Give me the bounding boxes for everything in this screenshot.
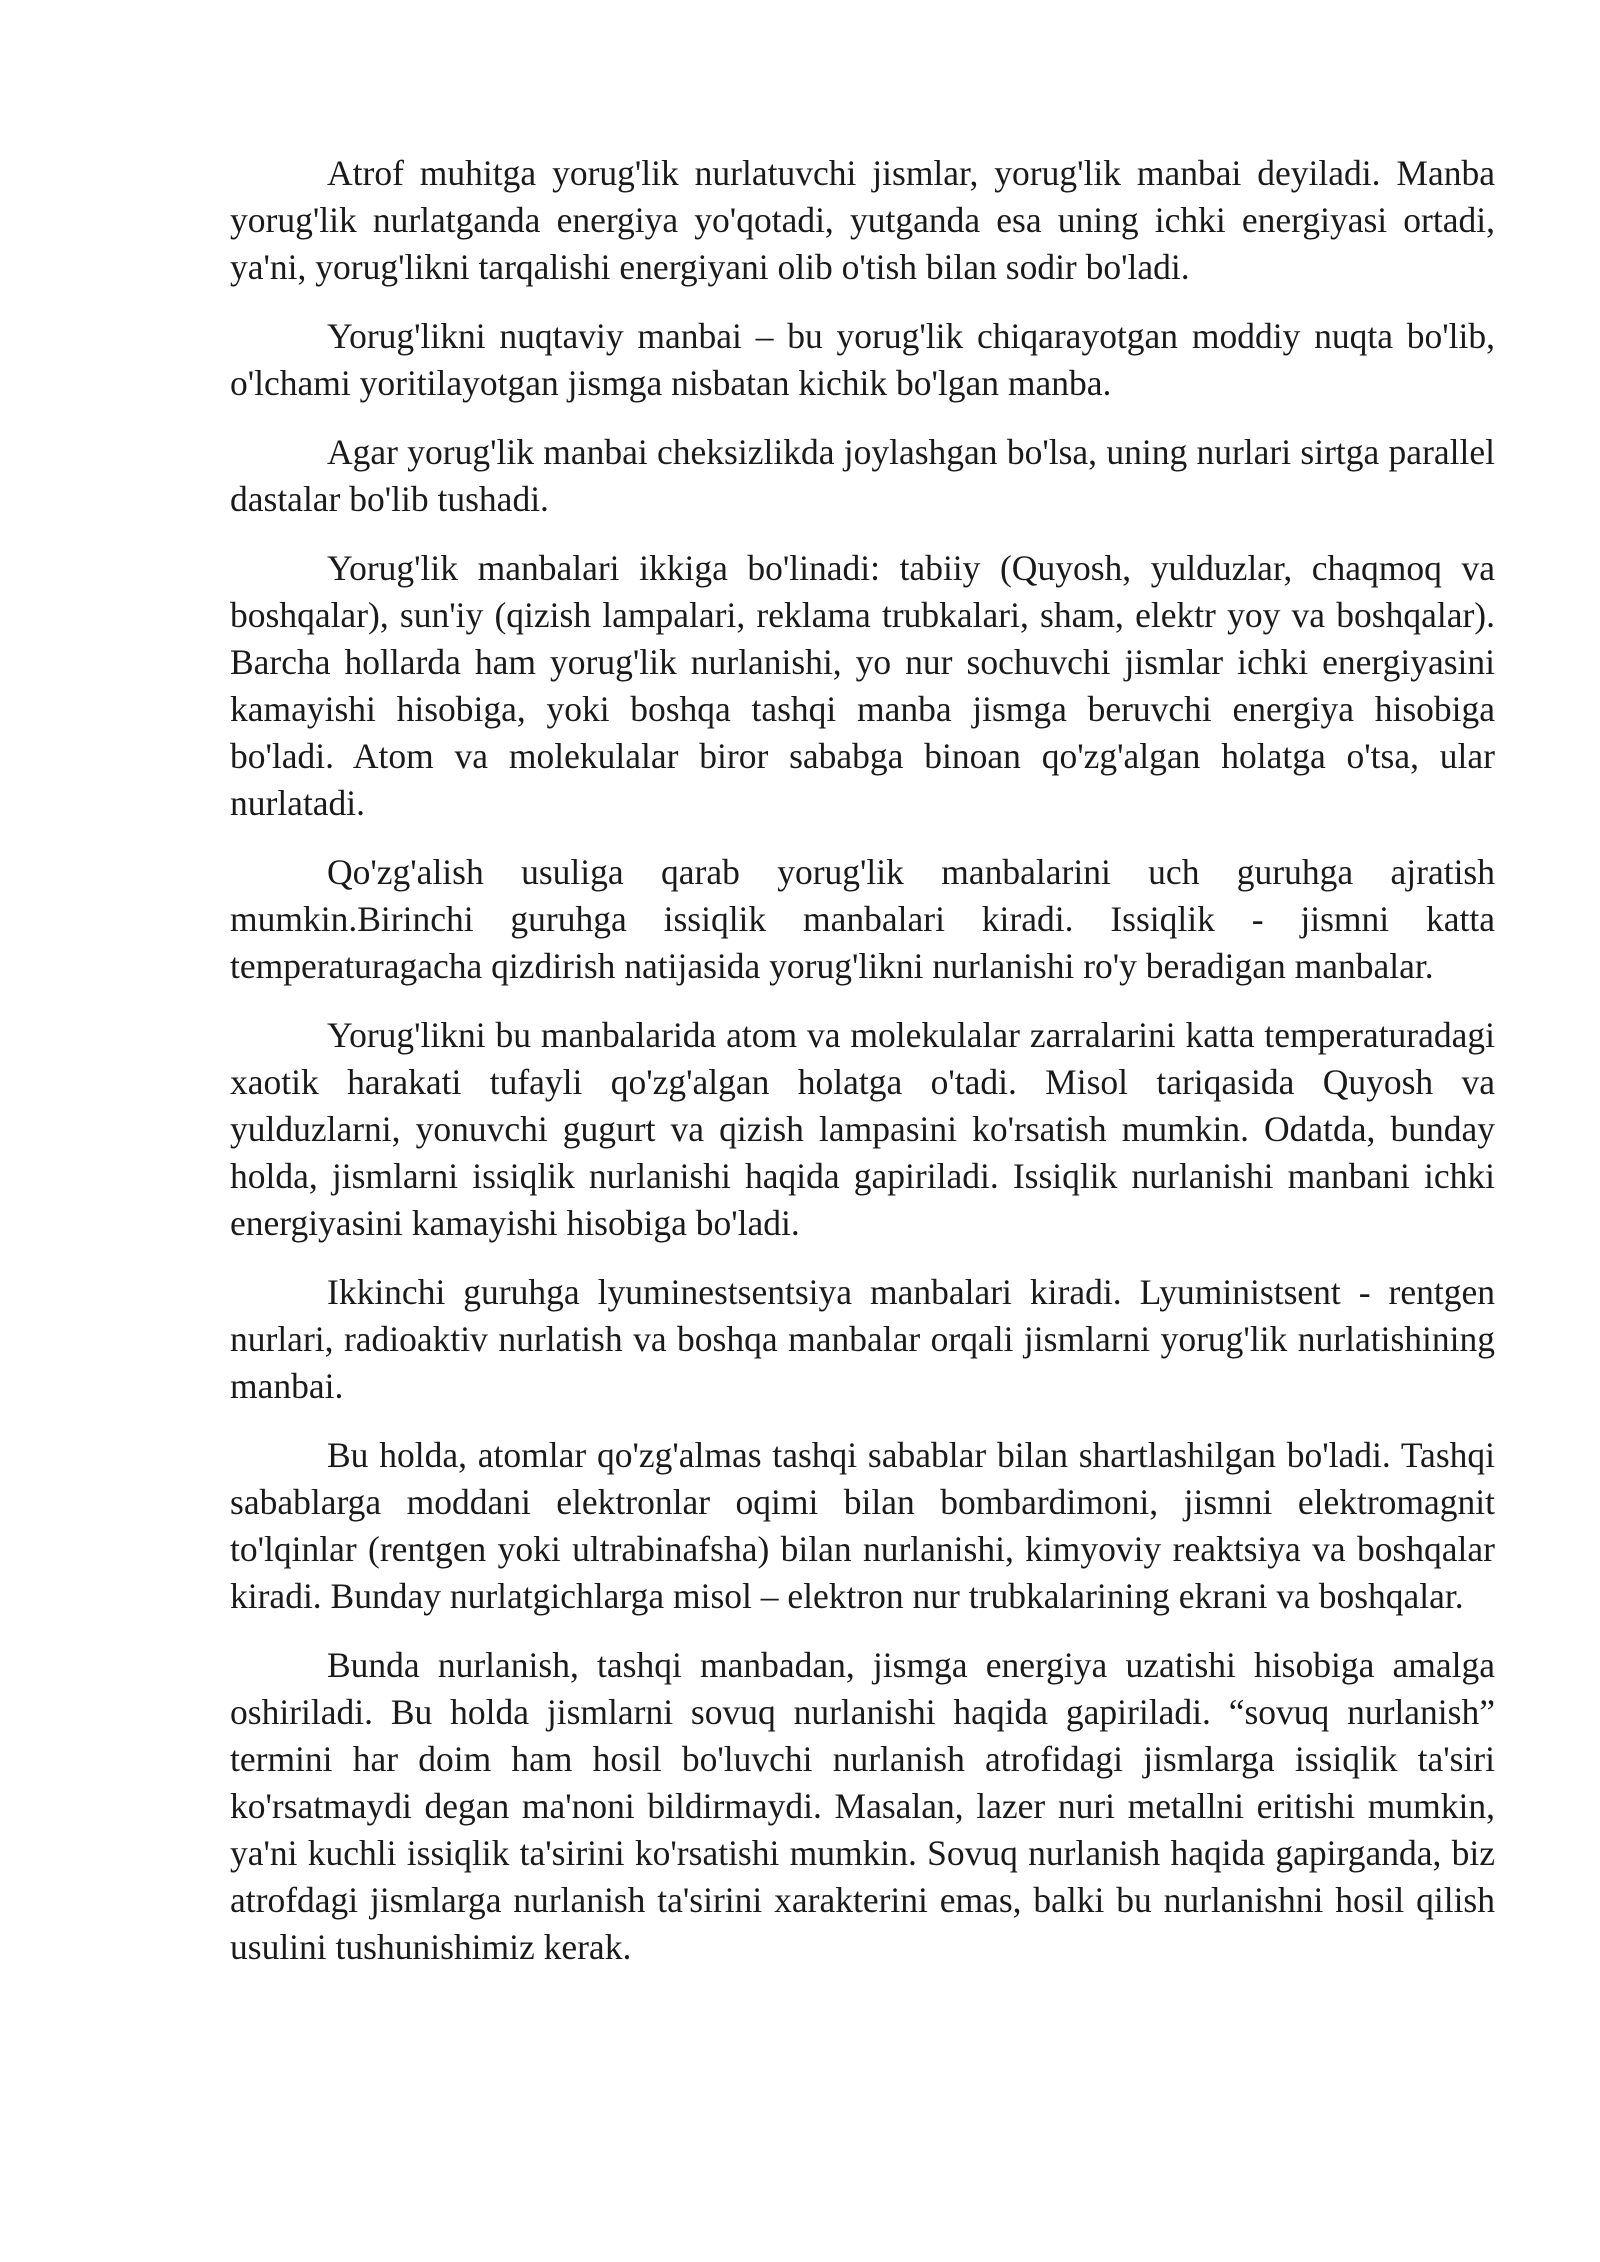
paragraph-2: Yorug'likni nuqtaviy manbai – bu yorug'lik chiqarayotgan moddiy nuqta bo'lib, o'lchami yoritilayotgan jismga nisbatan kichik bo'lgan manba. <box>230 316 1495 403</box>
paragraph-8: Bu holda, atomlar qo'zg'almas tashqi sabablar bilan shartlashilgan bo'ladi. Tashqi sabablarga moddani elektronlar oqimi bilan bombardimoni, jismni elektromagnit to'lqinlar (rentgen yoki ultrabinafsha) bilan nurlanishi, kimyoviy reaktsiya va boshqalar kiradi. Bunday nurlatgichlarga misol – elektron nur trubkalarining ekrani va boshqalar. <box>230 1435 1495 1616</box>
paragraph-6: Yorug'likni bu manbalarida atom va molekulalar zarralarini katta temperaturadagi xaotik harakati tufayli qo'zg'algan holatga o'tadi. Misol tariqasida Quyosh va yulduzlarni, yonuvchi gugurt va qizish lampasini ko'rsatish mumkin. Odatda, bunday holda, jismlarni issiqlik nurlanishi haqida gapiriladi. Issiqlik nurlanishi manbani ichki energiyasini kamayishi hisobiga bo'ladi. <box>230 1015 1495 1243</box>
document-page <box>230 150 1495 1993</box>
paragraph-1: Atrof muhitga yorug'lik nurlatuvchi jismlar, yorug'lik manbai deyiladi. Manba yorug'lik nurlatganda energiya yo'qotadi, yutganda esa uning ichki energiyasi ortadi, ya'ni, yorug'likni tarqalishi energiyani olib o'tish bilan sodir bo'ladi. <box>230 153 1495 287</box>
paragraph-5: Qo'zg'alish usuliga qarab yorug'lik manbalarini uch guruhga ajratish mumkin.Birinchi guruhga issiqlik manbalari kiradi. Issiqlik - jismni katta temperaturagacha qizdirish natijasida yorug'likni nurlanishi ro'y beradigan manbalar. <box>230 852 1495 986</box>
paragraph-9: Bunda nurlanish, tashqi manbadan, jismga energiya uzatishi hisobiga amalga oshiriladi. Bu holda jismlarni sovuq nurlanishi haqida gapiriladi. “sovuq nurlanish” termini har doim ham hosil bo'luvchi nurlanish atrofidagi jismlarga issiqlik ta'siri ko'rsatmaydi degan ma'noni bildirmaydi. Masalan, lazer nuri metallni eritishi mumkin, ya'ni kuchli issiqlik ta'sirini ko'rsatishi mumkin. Sovuq nurlanish haqida gapirganda, biz atrofdagi jismlarga nurlanish ta'sirini xarakterini emas, balki bu nurlanishni hosil qilish usulini tushunishimiz kerak. <box>230 1645 1495 1967</box>
paragraph-4: Yorug'lik manbalari ikkiga bo'linadi: tabiiy (Quyosh, yulduzlar, chaqmoq va boshqalar), sun'iy (qizish lampalari, reklama trubkalari, sham, elektr yoy va boshqalar). Barcha hollarda ham yorug'lik nurlanishi, yo nur sochuvchi jismlar ichki energiyasini kamayishi hisobiga, yoki boshqa tashqi manba jismga beruvchi energiya hisobiga bo'ladi. Atom va molekulalar biror sababga binoan qo'zg'algan holatga o'tsa, ular nurlatadi. <box>230 548 1495 823</box>
paragraph-7: Ikkinchi guruhga lyuminestsentsiya manbalari kiradi. Lyuministsent - rentgen nurlari, radioaktiv nurlatish va boshqa manbalar orqali jismlarni yorug'lik nurlatishining manbai. <box>230 1272 1495 1406</box>
paragraph-3: Agar yorug'lik manbai cheksizlikda joylashgan bo'lsa, uning nurlari sirtga parallel dastalar bo'lib tushadi. <box>230 432 1495 519</box>
